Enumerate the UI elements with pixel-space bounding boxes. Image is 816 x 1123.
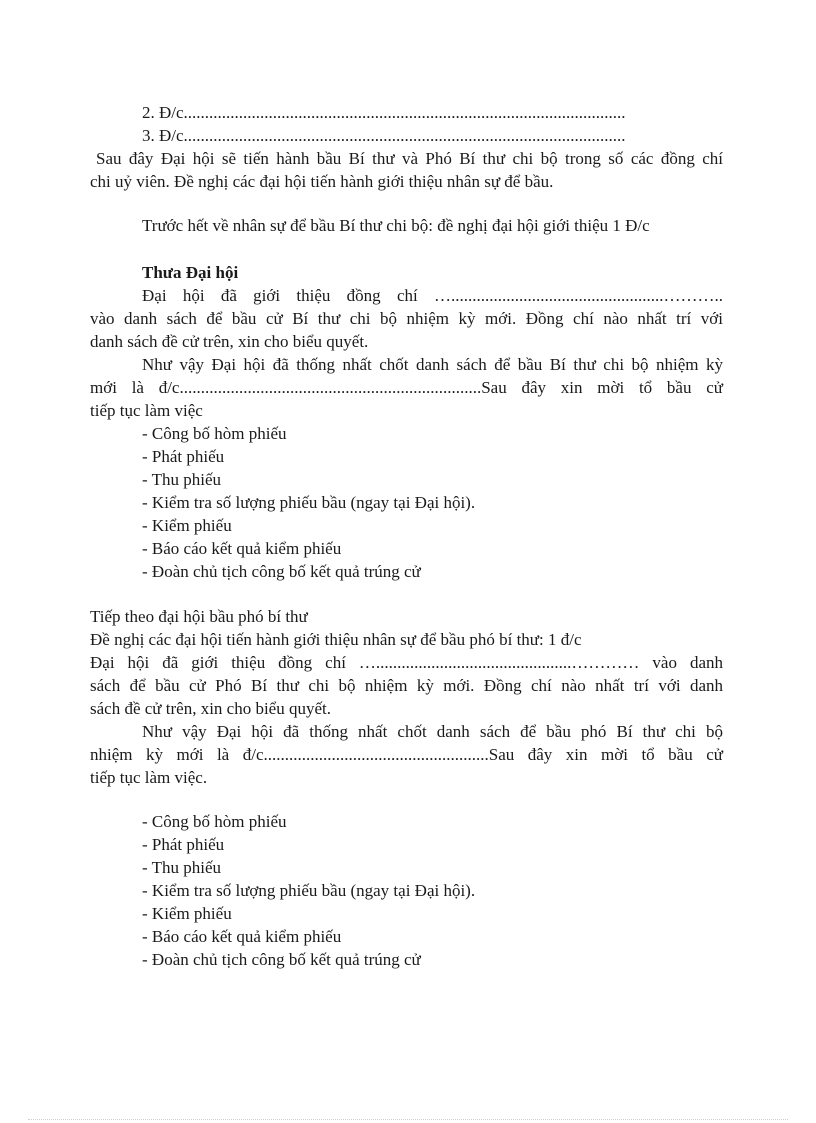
vice-confirm-line-3: tiếp tục làm việc. [90,768,208,787]
secretary-confirm-line-2: mới là đ/c.......................................................................Sau đây xin mời tổ bầu cử [90,378,723,397]
intro-line-2: chi uỷ viên. Đề nghị các đại hội tiến hành giới thiệu nhân sự để bầu. [90,172,554,191]
steps1-item: - Báo cáo kết quả kiểm phiếu [142,539,342,558]
steps1-item: - Đoàn chủ tịch công bố kết quả trúng cử [142,562,421,581]
section-heading: Thưa Đại hội [142,263,239,282]
steps2-item: - Kiểm tra số lượng phiếu bầu (ngay tại Đại hội). [142,881,476,900]
steps1-item: - Kiểm tra số lượng phiếu bầu (ngay tại Đại hội). [142,493,476,512]
secretary-para-line-2: vào danh sách để bầu cử Bí thư chi bộ nhiệm kỳ mới. Đồng chí nào nhất trí với [90,309,723,328]
steps2-item: - Công bố hòm phiếu [142,812,287,831]
vice-para-line-2: sách để bầu cử Phó Bí thư chi bộ nhiệm kỳ mới. Đồng chí nào nhất trí với danh [90,676,723,695]
vice-intro-line-2: Đề nghị các đại hội tiến hành giới thiệu nhân sự để bầu phó bí thư: 1 đ/c [90,630,582,649]
steps1-item: - Công bố hòm phiếu [142,424,287,443]
secretary-para-line-3: danh sách đề cử trên, xin cho biểu quyết. [90,332,369,351]
secretary-confirm-line-1: Như vậy Đại hội đã thống nhất chốt danh sách để bầu Bí thư chi bộ nhiệm kỳ [142,355,723,374]
nominee-line-2: 2. Đ/c........................................................................................................ [142,103,626,122]
vice-intro-line-1: Tiếp theo đại hội bầu phó bí thư [90,607,308,626]
steps2-item: - Kiểm phiếu [142,904,232,923]
steps2-item: - Đoàn chủ tịch công bố kết quả trúng cử [142,950,421,969]
vice-para-line-1: Đại hội đã giới thiệu đồng chí …..............................................………… vào danh [90,653,723,672]
secretary-confirm-line-3: tiếp tục làm việc [90,401,203,420]
secretary-request: Trước hết về nhân sự để bầu Bí thư chi bộ: đề nghị đại hội giới thiệu 1 Đ/c [142,216,650,235]
vice-para-line-3: sách đề cử trên, xin cho biểu quyết. [90,699,331,718]
steps1-item: - Kiểm phiếu [142,516,232,535]
intro-line-1: Sau đây Đại hội sẽ tiến hành bầu Bí thư và Phó Bí thư chi bộ trong số các đồng chí [96,149,723,168]
page-bottom-divider [28,1119,788,1120]
vice-confirm-line-2: nhiệm kỳ mới là đ/c.....................................................Sau đây xin mời tổ bầu cử [90,745,723,764]
nominee-line-3: 3. Đ/c........................................................................................................ [142,126,626,145]
steps2-item: - Phát phiếu [142,835,225,854]
steps2-item: - Báo cáo kết quả kiểm phiếu [142,927,342,946]
vice-confirm-line-1: Như vậy Đại hội đã thống nhất chốt danh sách để bầu phó Bí thư chi bộ [142,722,723,741]
steps2-item: - Thu phiếu [142,858,222,877]
secretary-para-line-1: Đại hội đã giới thiệu đồng chí …..................................................……….. [142,286,723,305]
steps1-item: - Phát phiếu [142,447,225,466]
steps1-item: - Thu phiếu [142,470,222,489]
